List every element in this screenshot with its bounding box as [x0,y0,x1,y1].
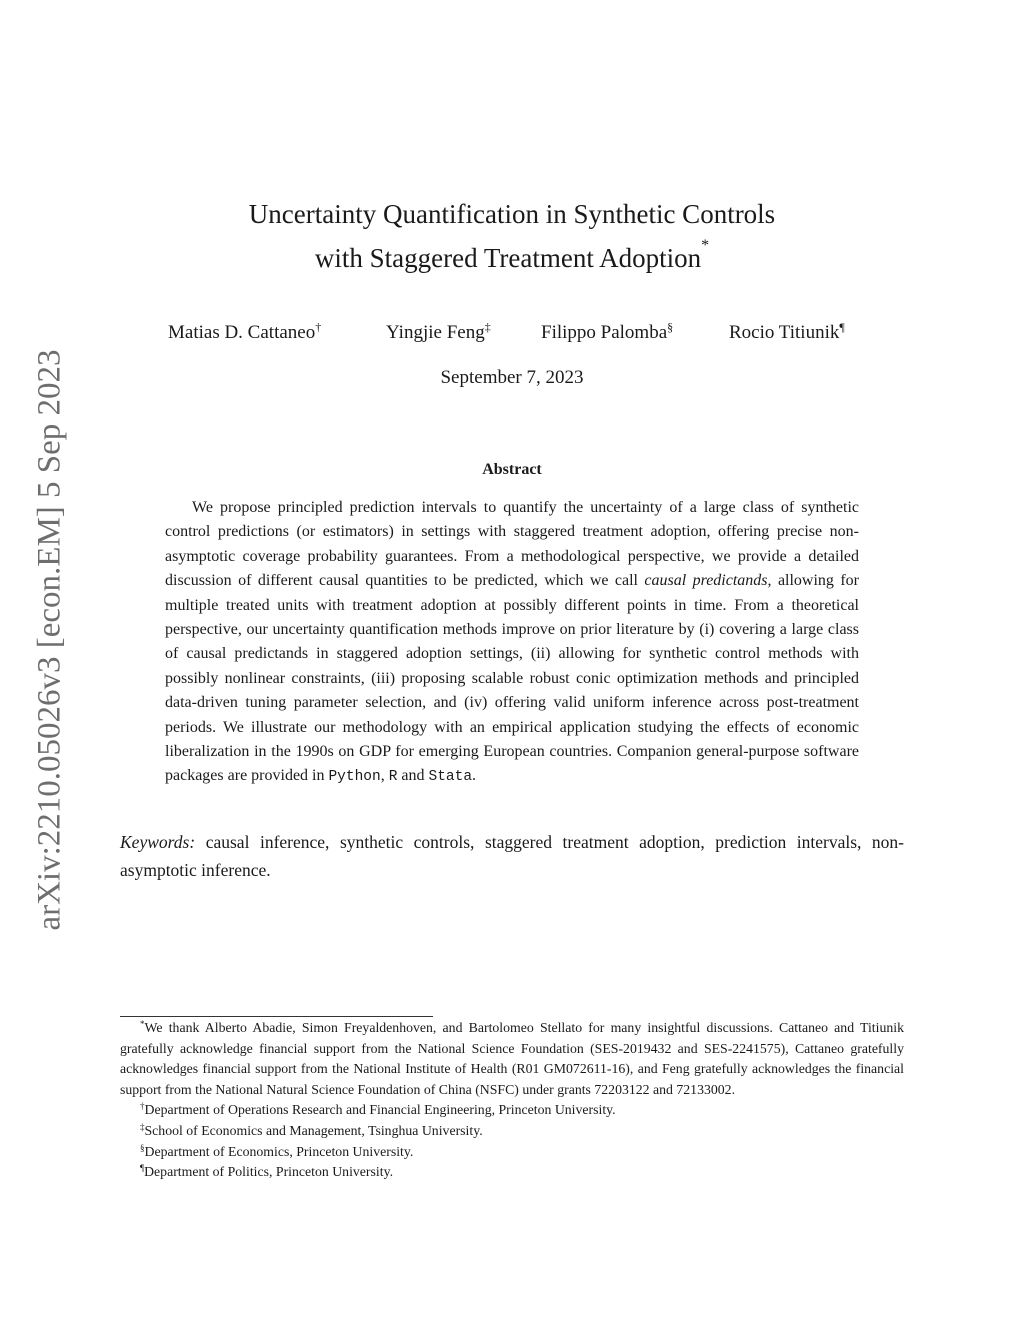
title-line-2 [0,236,1024,280]
footnote-divider [120,1016,433,1017]
author-palomba [541,320,673,346]
footnote-acknowledgments [120,1018,904,1100]
abstract-heading: Abstract [482,461,542,478]
footnotes [120,1018,904,1183]
author-mark: † [315,320,322,334]
footnote-text: We thank Alberto Abadie, Simon Freyaldenhoven, and Bartolomeo Stellato for many insightful discussions. Cattaneo and Titiunik gratefully acknowledge financial support from the National Science Foundation (SES-2019432 and SES-2241575), Cattaneo gratefully acknowledges financial support from the National Institute of Health (R01 GM072611-16), and Feng gratefully acknowledges the financial support from the National Natural Science Foundation of China (NSFC) under grants 72203122 and 72133002. [120,1020,904,1097]
keywords-label: Keywords: [120,832,196,852]
author-feng [386,320,491,346]
footnote-mark: ¶ [140,1163,145,1174]
software-python: Python [328,769,381,786]
software-stata: Stata [428,769,473,786]
abstract-body [165,496,859,790]
title-line-1: Uncertainty Quantification in Synthetic Controls [248,199,776,229]
footnote-text: Department of Economics, Princeton University. [144,1143,414,1159]
abstract-text-2: , allowing for multiple treated units with treatment adoption at possibly different points in time. From a theoretical perspective, our uncertainty quantification methods improve on prior literature by (i) covering a large class of causal predictands in staggered adoption settings, (ii) allowing for synthetic control methods with possibly nonlinear constraints, (iii) proposing scalable robust conic optimization methods and principled data-driven tuning parameter selection, and (iv) offering valid uniform inference across post-treatment periods. We illustrate our methodology with an empirical application studying the effects of economic liberalization in the 1990s on GDP for emerging European countries. Companion general-purpose software packages are provided in [165,572,859,785]
separator: , [380,767,389,785]
abstract-end: . [472,767,477,785]
author-mark: § [667,320,674,334]
footnote-mark: ‡ [140,1121,145,1132]
paper-title [0,192,1024,280]
author-mark: ‡ [484,320,491,334]
author-cattaneo [168,320,321,346]
footnote-mark: § [140,1142,145,1153]
abstract-emphasis: causal predictands [644,572,768,590]
abstract-paragraph [165,496,859,790]
abstract-text-1: We propose principled prediction intervals to quantify the uncertainty of a large class of synthetic control predictions (or estimators) in settings with staggered treatment adoption, offering precise non-asymptotic coverage probability guarantees. From a methodological perspective, we provide a detailed discussion of different causal quantities to be predicted, which we call [165,499,859,590]
footnote-affiliation [120,1142,904,1163]
footnote-mark: † [140,1101,145,1112]
title-footnote-mark: * [701,237,710,254]
keywords-text: causal inference, synthetic controls, staggered treatment adoption, prediction intervals, non-asymptotic inference. [120,832,904,880]
footnote-text: School of Economics and Management, Tsinghua University. [144,1122,483,1138]
footnote-affiliation [120,1100,904,1121]
footnote-text: Department of Politics, Princeton University. [144,1164,394,1180]
footnote-affiliation [120,1121,904,1142]
arxiv-identifier: arXiv:2210.05026v3 [econ.EM] 5 Sep 2023 [31,349,68,931]
title-line-2-text: with Staggered Treatment Adoption [314,243,702,273]
footnote-text: Department of Operations Research and Financial Engineering, Princeton University. [144,1102,616,1118]
author-name: Rocio Titiunik [729,322,840,343]
footnote-affiliation [120,1162,904,1183]
paper-date: September 7, 2023 [440,367,584,388]
footnote-mark: * [140,1019,145,1029]
author-mark: ¶ [839,320,845,334]
separator: and [397,767,429,785]
author-name: Matias D. Cattaneo [168,322,316,343]
author-name: Filippo Palomba [541,322,668,343]
software-r: R [388,769,398,786]
author-name: Yingjie Feng [386,322,485,343]
keywords [120,828,904,884]
author-titiunik [729,320,845,346]
